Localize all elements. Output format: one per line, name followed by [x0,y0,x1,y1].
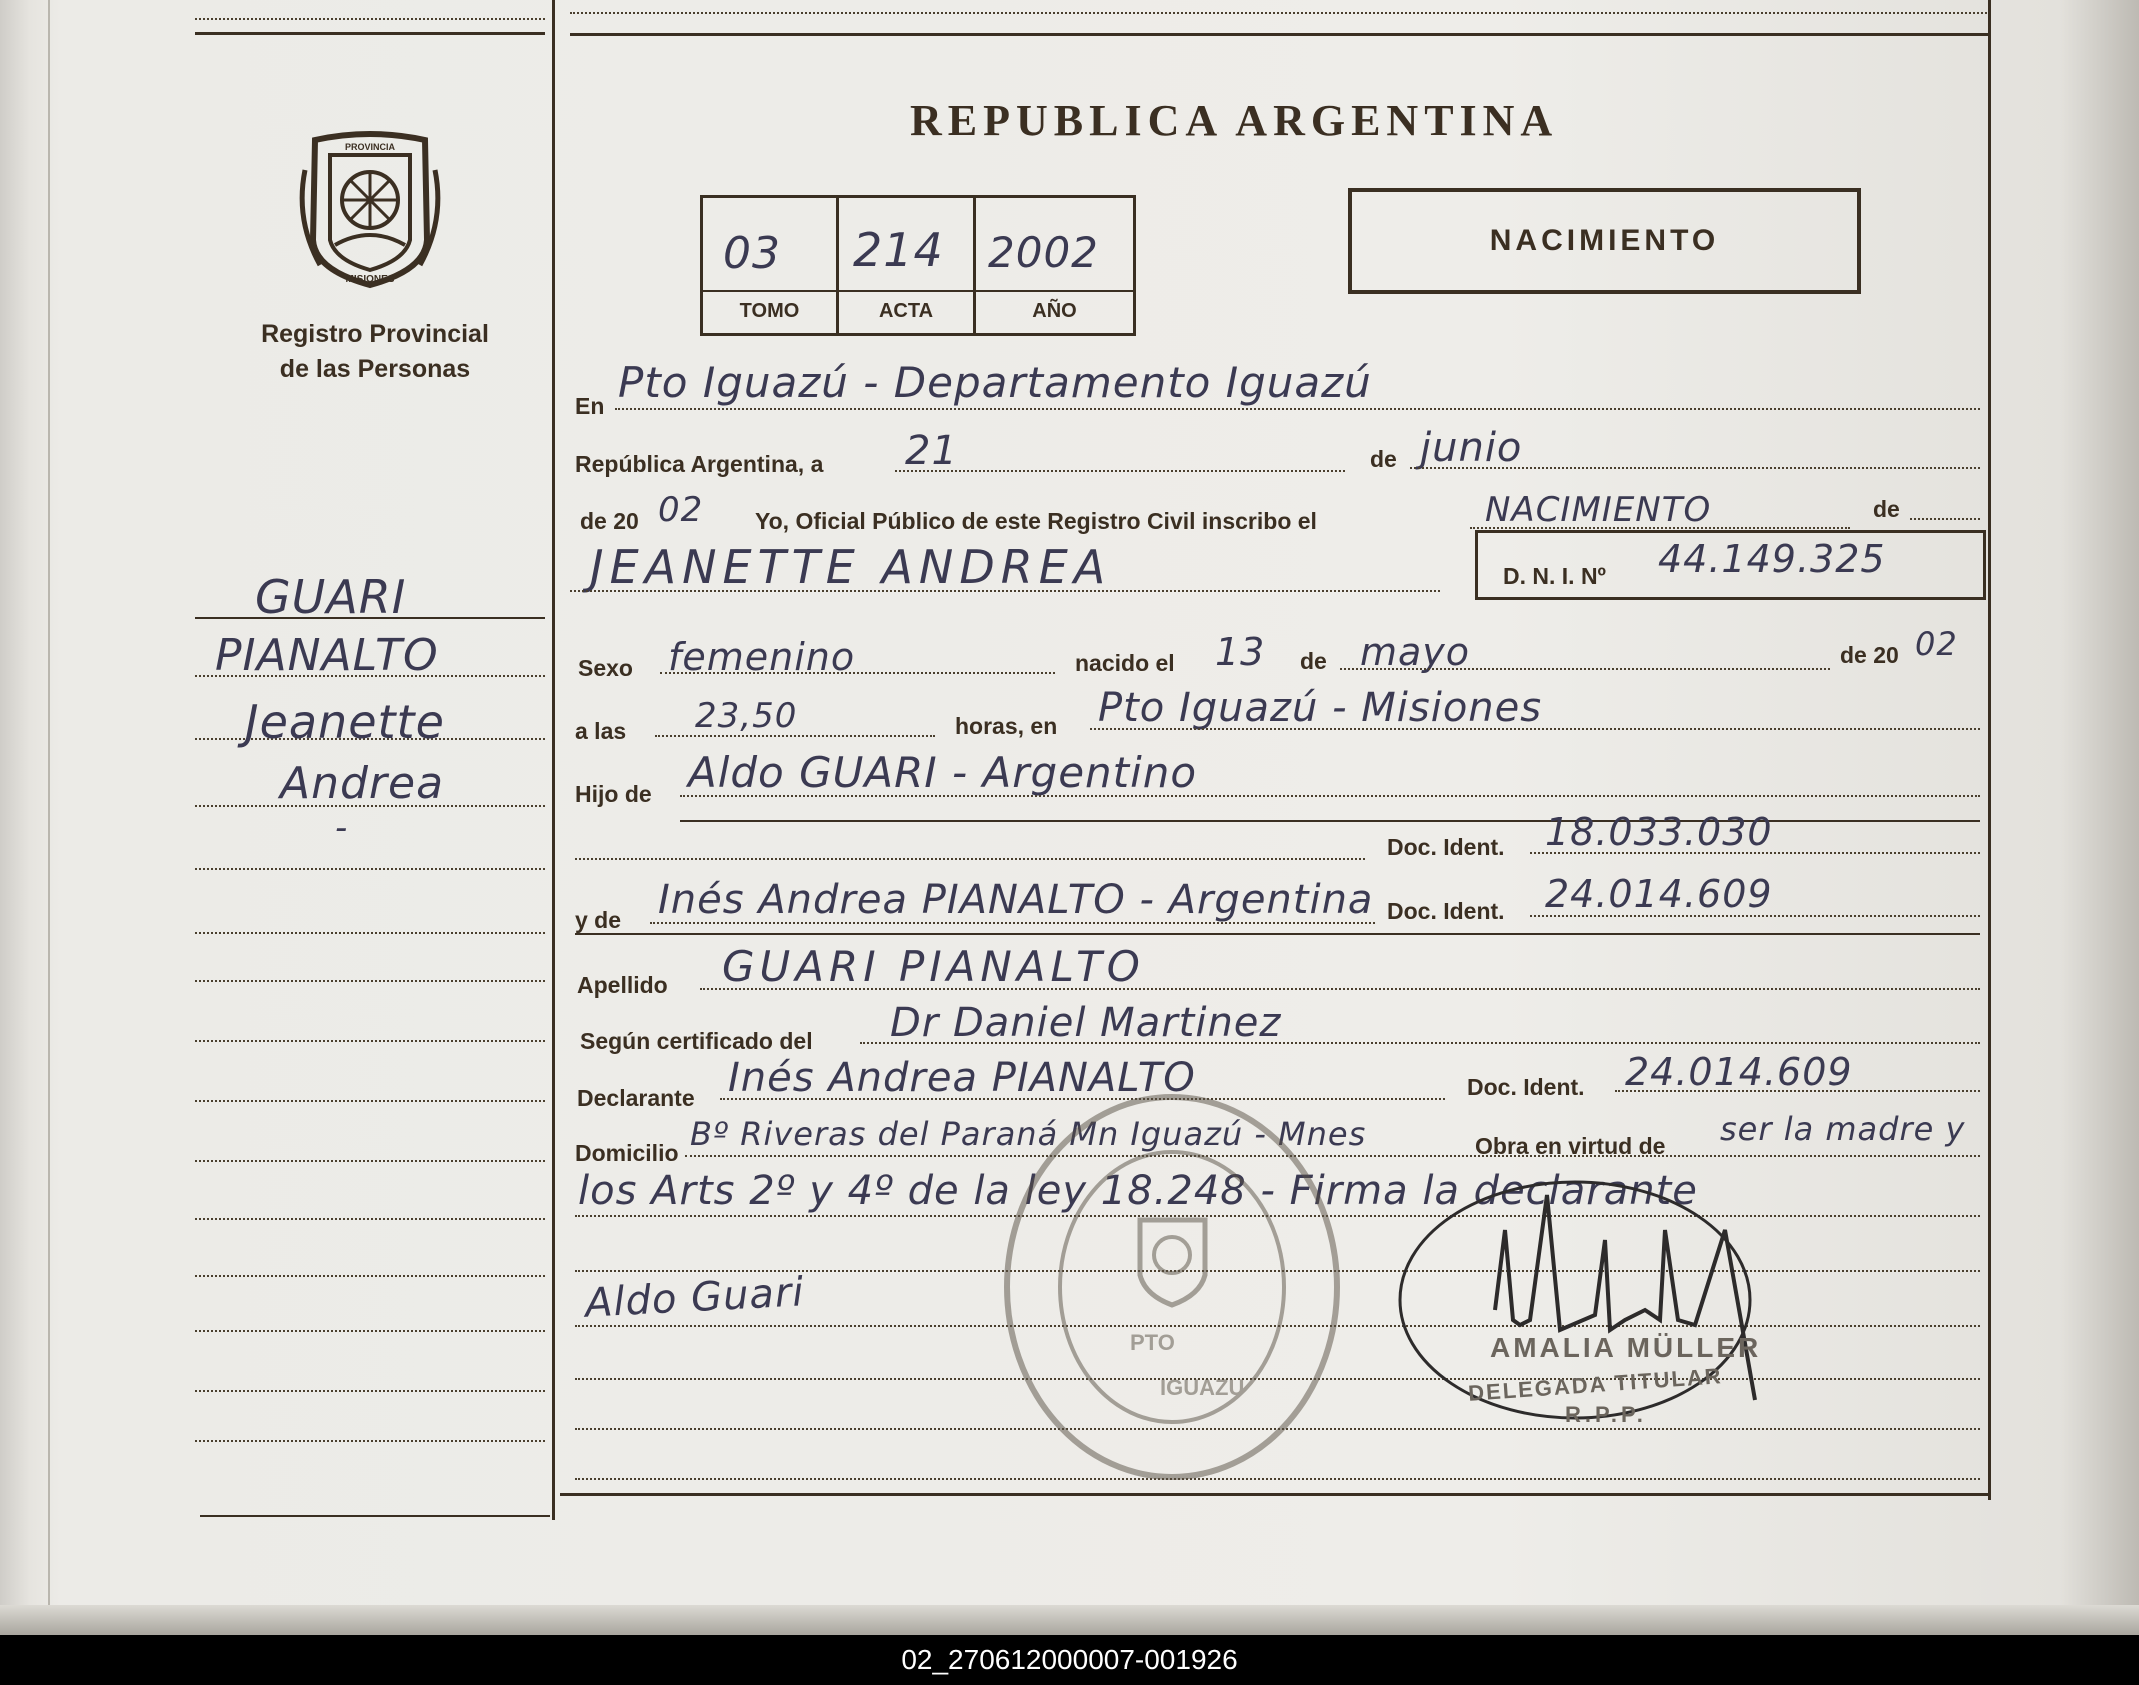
seal-inner-top: PTO [1130,1330,1175,1355]
seal-text-top: PROVINCIA [344,142,396,152]
form-solid-rule [575,933,1980,935]
page-binding-edge [48,0,50,1620]
registry-name-line2: de las Personas [279,355,471,383]
mother-doc: 24.014.609 [1545,872,1773,916]
rep-label: República Argentina, a [575,451,824,477]
margin-surname-2: PIANALTO [215,630,439,681]
mother-value: Inés Andrea PIANALTO - Argentina [658,877,1374,923]
de-label: de [1370,446,1397,472]
left-bottom-rule [200,1515,550,1517]
form-line [1615,1090,1980,1092]
registry-name-line1: Registro Provincial [261,320,489,348]
form-line [660,672,1055,674]
image-caption: 02_270612000007-001926 [0,1635,2139,1685]
person-name: JEANETTE ANDREA [590,540,1112,594]
father-value: Aldo GUARI - Argentino [688,748,1198,797]
left-top-dotted-rule [195,18,545,20]
birth-year-prefix: de 20 [1840,642,1899,668]
form-line [1530,915,1980,917]
month-value: junio [1420,425,1523,471]
form-line [655,735,935,737]
margin-name-2: Andrea [280,758,445,809]
registry-round-seal-icon [1000,1090,1345,1485]
margin-line [195,1160,545,1162]
form-line [1470,527,1850,529]
act-type-label: NACIMIENTO [1489,224,1720,257]
margin-line [195,1218,545,1220]
form-line [1410,467,1980,469]
margin-line [195,980,545,982]
apellido-value: GUARI PIANALTO [722,942,1145,991]
act-type-box [1348,188,1861,294]
tomo-label: TOMO [739,300,800,322]
obra-value: ser la madre y [1720,1110,1966,1148]
margin-line [195,1100,545,1102]
official-signature-icon [1395,1170,1825,1440]
alas-label: a las [575,718,627,744]
form-line [1090,728,1980,730]
margin-signature: Aldo Guari [583,1269,806,1327]
dni-box [1475,530,1986,600]
margin-surname-1: GUARI [255,570,407,624]
obra-label: Obra en virtud de [1475,1133,1666,1159]
year-prefix: de 20 [580,508,639,534]
margin-line [195,868,545,870]
main-right-border [1988,0,1991,1500]
dni-label: D. N. I. Nº [1503,563,1606,589]
box-label-rule [703,290,1133,292]
declarante-value: Inés Andrea PIANALTO [728,1055,1196,1101]
act-value: NACIMIENTO [1485,490,1712,530]
day-value: 21 [905,428,958,474]
father-doc: 18.033.030 [1545,810,1773,854]
ano-label: AÑO [1032,300,1077,322]
certificado-label: Según certificado del [580,1028,813,1054]
form-line [700,988,1980,990]
apellido-label: Apellido [577,972,668,998]
nacido-label: nacido el [1075,650,1175,676]
seal-text-bottom: MISIONES [345,274,395,285]
page-stack-edge [0,1605,2139,1635]
time-value: 23,50 [695,696,798,736]
margin-line [195,1390,545,1392]
margin-line [195,1040,545,1042]
form-line [650,922,1375,924]
main-top-rule [570,33,1990,36]
official-stamp-office: R.P.P. [1565,1402,1647,1427]
doc-label-3: Doc. Ident. [1467,1074,1585,1100]
left-column-top-rule [195,32,545,35]
margin-line [195,1330,545,1332]
hijo-label: Hijo de [575,781,652,807]
place-value: Pto Iguazú - Departamento Iguazú [618,358,1372,407]
year-suffix: 02 [658,490,704,530]
acta-value: 214 [853,223,944,277]
main-bottom-rule [560,1493,1990,1496]
declarante-label: Declarante [577,1085,695,1111]
form-solid-rule [680,820,1980,822]
birth-month: mayo [1360,630,1471,674]
form-line [570,590,1440,592]
margin-line [195,932,545,934]
de-label-2: de [1873,496,1900,522]
certificado-value: Dr Daniel Martinez [890,1000,1282,1046]
en-label: En [575,393,605,419]
birth-place: Pto Iguazú - Misiones [1098,685,1543,731]
form-line [1530,852,1980,854]
margin-name-1: Jeanette [245,695,445,749]
margin-line [195,1440,545,1442]
official-stamp-name: AMALIA MÜLLER [1490,1332,1762,1363]
record-number-box [700,195,1136,336]
sexo-value: femenino [668,635,856,679]
horas-label: horas, en [955,713,1058,739]
tomo-value: 03 [723,228,781,279]
doc-label-1: Doc. Ident. [1387,834,1505,860]
domicilio-value: Bº Riveras del Paraná Mn Iguazú - Mnes [690,1115,1367,1153]
column-divider [552,0,555,1520]
doc-label-2: Doc. Ident. [1387,898,1505,924]
domicilio-label: Domicilio [575,1140,679,1166]
declarante-doc: 24.014.609 [1625,1050,1853,1094]
form-line [680,795,1980,797]
margin-line [195,1275,545,1277]
margin-dash: - [335,808,349,848]
official-stamp-title: DELEGADA TITULAR [1467,1363,1724,1406]
ano-value: 2002 [988,228,1099,277]
country-title: REPUBLICA ARGENTINA [910,96,1559,145]
form-line [615,408,1980,410]
dni-value: 44.149.325 [1658,537,1886,581]
main-top-dotted-rule [570,12,1990,14]
form-line [575,858,1365,860]
form-line [860,1042,1980,1044]
birth-year-suffix: 02 [1915,625,1958,663]
seal-inner-bottom: IGUAZU [1160,1375,1245,1400]
provincial-coat-of-arms-icon [295,130,445,290]
birth-day: 13 [1215,630,1266,674]
form-line [1340,668,1830,670]
acta-label: ACTA [878,300,934,322]
continuation-text: los Arts 2º y 4º de la ley 18.248 - Firma la declarante [578,1168,1698,1214]
inscribo-label: Yo, Oficial Público de este Registro Civil inscribo el [755,508,1317,534]
de-label-3: de [1300,648,1327,674]
sexo-label: Sexo [578,655,633,681]
form-line [895,470,1345,472]
form-line [1910,518,1980,520]
yde-label: y de [575,907,622,933]
